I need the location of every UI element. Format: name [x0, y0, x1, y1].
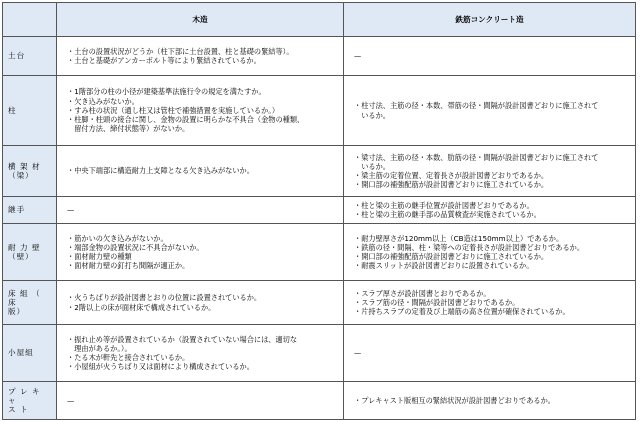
category-cell [3, 146, 57, 197]
rc-cell [344, 76, 636, 146]
wood-cell [57, 76, 344, 146]
wood-item: ・柱脚・柱頭の接合に関し、金物の設置に明らかな不具合（金物の種類、 [67, 115, 305, 125]
rc-item: ・柱と梁の主筋の継手位置が設計図書どおりであるか。 [354, 200, 534, 210]
table-row [3, 382, 636, 420]
header-corner-cell [3, 3, 57, 37]
rc-item: ・柱と梁の主筋の継手部の品質検査が実施されているか。 [354, 210, 541, 219]
wood-item: ・土台と基礎がアンカーボルト等により緊結されているか。 [67, 56, 261, 65]
wood-item: — [67, 205, 75, 215]
wood-item: ・火うちばりが設計図書とおりの位置に設置されているか。 [67, 293, 262, 303]
category-cell [3, 197, 57, 224]
category-cell [3, 224, 57, 281]
wood-cell [57, 325, 344, 382]
category-label: 床 組 （ 床 [8, 288, 45, 307]
rc-item: ・鉄筋の径・間隔、柱・梁等への定着長さが設計図書どおりであるか。 [354, 242, 585, 252]
rc-cell [344, 146, 636, 197]
category-label: 横 架 材 [8, 161, 41, 171]
rc-item: ・開口部の補強配筋が設計図書どおりに施工されているか。 [354, 180, 549, 190]
table-row [3, 146, 636, 197]
wood-item: ・欠き込みがないか。 [67, 96, 139, 106]
rc-item: ・耐震スリットが設計図書どおりに設置されているか。 [354, 261, 534, 271]
table-header-row [3, 3, 636, 37]
category-cell [3, 37, 57, 76]
header-rc: 鉄筋コンクリート造 [344, 3, 636, 37]
rc-item: ・片持ちスラブの定着及び上端筋の高さ位置が確保されているか。 [354, 307, 570, 317]
wood-item: ・筋かいの欠き込みがないか。 [67, 233, 168, 243]
table-row [3, 325, 636, 382]
category-label: （梁） [8, 171, 34, 180]
table-row [3, 37, 636, 76]
rc-item: ・柱寸法、主筋の径・本数、帯筋の径・間隔が設計図書どおりに施工されて [354, 101, 599, 111]
wood-cell [57, 281, 344, 325]
rc-item: ・梁寸法、主筋の径・本数、肋筋の径・間隔が設計図書どおりに施工されて [354, 152, 599, 162]
category-cell [3, 382, 57, 420]
category-label: 耐 力 壁 [8, 242, 41, 252]
wood-item: ・中央下端部に構造耐力上支障となる欠き込みがないか。 [67, 166, 254, 176]
table-row [3, 281, 636, 325]
rc-item: — [354, 51, 362, 61]
wood-item: ・端部金物の設置状況に不具合がないか。 [67, 242, 204, 252]
category-label: ス ト [8, 405, 29, 415]
wood-item: ・2階以上の床が面材床で構成されているか。 [67, 302, 216, 312]
category-label: 土台 [8, 51, 26, 61]
rc-cell [344, 224, 636, 281]
rc-item: いるか。 [354, 161, 390, 171]
category-label: 柱 [8, 105, 17, 115]
rc-cell [344, 37, 636, 76]
wood-cell [57, 197, 344, 224]
wood-item: ・振れ止め等が設置されているか（設置されていない場合には、適切な [67, 334, 298, 344]
rc-item: ・耐力壁厚さが120mm以上（CB造は150mm以上）であるか。 [354, 233, 564, 243]
category-label: 継手 [8, 205, 26, 215]
wood-cell [57, 146, 344, 197]
wood-item: 留付方法、締付状態等）がないか。 [67, 124, 190, 134]
category-cell [3, 325, 57, 382]
table-row [3, 224, 636, 281]
category-label: 小屋組 [8, 348, 34, 358]
wood-item: ・小屋組が火うちばり又は面材により構成されているか。 [67, 362, 254, 372]
wood-item: ・たる木が軒先と接合されているか。 [67, 353, 190, 362]
header-wood: 木造 [57, 3, 344, 37]
rc-item: ・スラブ厚さが設計図書とおりであるか。 [354, 288, 491, 298]
wood-item: — [67, 395, 75, 405]
rc-cell [344, 382, 636, 420]
table-row [3, 76, 636, 146]
wood-item: ・すみ柱の状況（通し柱又は管柱で補強措置を実施しているか。） [67, 105, 280, 115]
wood-item: ・面材耐力壁の種類 [67, 252, 132, 261]
rc-item: — [354, 348, 362, 358]
category-label: プ レ キ ャ [8, 386, 45, 405]
rc-cell [344, 325, 636, 382]
rc-cell [344, 197, 636, 224]
rc-item: ・梁主筋の定着位置、定着長さが設計図書どおりであるか。 [354, 171, 549, 180]
category-cell [3, 76, 57, 146]
wood-cell [57, 224, 344, 281]
wood-cell [57, 382, 344, 420]
rc-item: ・開口部の補強配筋が設計図書どおりに施工されているか。 [354, 252, 549, 261]
wood-item: ・面材耐力壁の釘打ち間隔が適正か。 [67, 261, 190, 271]
wood-item: ・1階部分の柱の小径が建築基準法施行令の規定を満たすか。 [67, 87, 266, 97]
inspection-table [2, 2, 636, 420]
rc-item: ・プレキャスト版相互の緊結状況が設計図書どおりであるか。 [354, 395, 555, 405]
category-cell [3, 281, 57, 325]
wood-item: 理由があるか。）。 [67, 343, 132, 353]
category-label: 版） [8, 307, 26, 317]
table-row [3, 197, 636, 224]
rc-item: いるか。 [354, 110, 390, 120]
wood-cell [57, 37, 344, 76]
rc-cell [344, 281, 636, 325]
category-label: （壁） [8, 252, 34, 261]
rc-item: ・スラブ筋の径・間隔が設計図書どおりであるか。 [354, 297, 520, 307]
wood-item: ・土台の設置状況がどうか（柱下部に土台設置、柱と基礎の緊結等）。 [67, 46, 294, 56]
